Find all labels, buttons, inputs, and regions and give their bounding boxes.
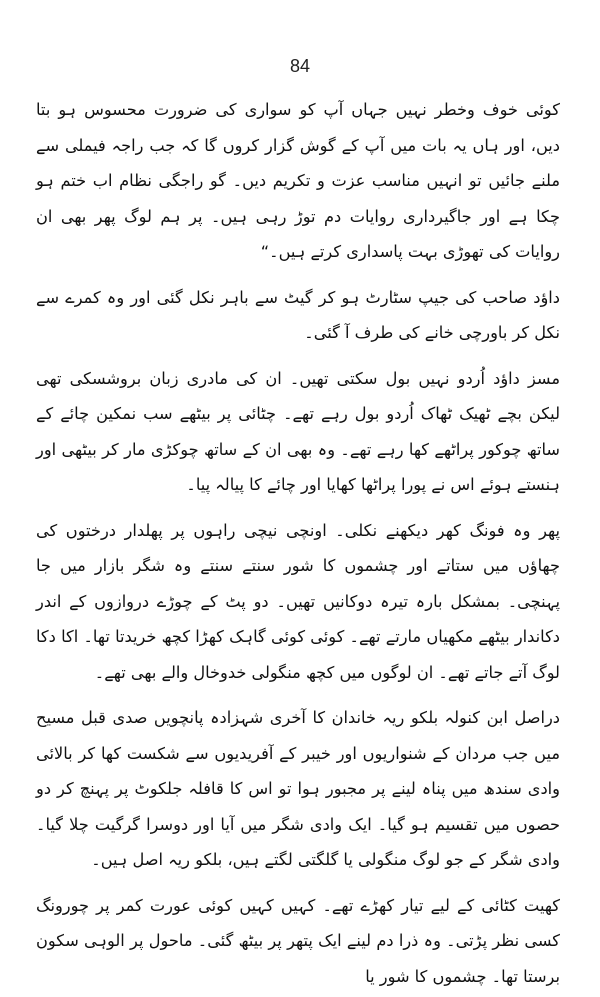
paragraph-1: کوئی خوف وخطر نہیں جہاں آپ کو سواری کی ضرورت محسوس ہو بتا دیں، اور ہاں یہ بات میں آپ کے گوش گزار کروں گا کہ جب راجہ فیملی سے ملنے جائیں تو انہیں مناسب عزت و تکریم دیں۔ گو راجگی نظام اب ختم ہو چکا ہے اور جاگیرداری روایات دم توڑ رہی ہیں۔ پر ہم لوگ پھر بھی ان روایات کی تھوڑی بہت پاسداری کرتے ہیں۔“ [36,100,560,261]
paragraph-6: کھیت کٹائی کے لیے تیار کھڑے تھے۔ کہیں کہیں کوئی عورت کمر پر چورونگ کسی نظر پڑتی۔ وہ ذرا دم لینے ایک پتھر پر بیٹھ گئی۔ ماحول پر الوہی سکون برستا تھا۔ چشموں کا شور یا [36,895,560,986]
paragraph-3: مسز داؤد اُردو نہیں بول سکتی تھیں۔ ان کی مادری زبان بروشسکی تھی لیکن بچے ٹھیک ٹھاک اُردو بول رہے تھے۔ چٹائی پر بیٹھے سب نمکین چائے کے ساتھ چوکور پراٹھے کھا رہے تھے۔ وہ بھی ان کے ساتھ چوکڑی مار کر بیٹھی اور ہنستے ہوئے اس نے پورا پراٹھا کھایا اور چائے کا پیالہ پیا۔ [36,368,560,494]
paragraph-2: داؤد صاحب کی جیپ سٹارٹ ہو کر گیٹ سے باہر نکل گئی اور وہ کمرے سے نکل کر باورچی خانے کی طرف آ گئی۔ [36,287,560,342]
paragraph-4: پھر وہ فونگ کھر دیکھنے نکلی۔ اونچی نیچی راہوں پر پھلدار درختوں کی چھاؤں میں ستاتے اور چشموں کا شور سنتے سنتے وہ شگر بازار میں جا پہنچی۔ بمشکل بارہ تیرہ دوکانیں تھیں۔ دو پٹ کے چوڑے دروازوں کے اندر دکاندار بیٹھے مکھیاں مارتے تھے۔ کوئی کوئی گاہک کھڑا کچھ خریدتا تھا۔ اکا دکا لوگ آتے جاتے تھے۔ ان لوگوں میں کچھ منگولی خدوخال والے بھی تھے۔ [36,520,560,682]
paragraph-5: دراصل ابن کنولہ بلکو ریہ خاندان کا آخری شہزادہ پانچویں صدی قبل مسیح میں جب مردان کے شنواریوں اور خیبر کے آفریدیوں سے شکست کھا کر بالائی وادی سندھ میں پناہ لینے پر مجبور ہوا تو اس کا قافلہ جلکوٹ پر پہنچ کر دو حصوں میں تقسیم ہو گیا۔ ایک وادی شگر میں آیا اور دوسرا گرگیت چلا گیا۔ وادی شگر کے جو لوگ منگولی یا گلگتی لگتے ہیں، بلکو ریہ اصل ہیں۔ [36,708,560,869]
page-number: 84 [289,56,311,76]
page-body [36,92,560,994]
